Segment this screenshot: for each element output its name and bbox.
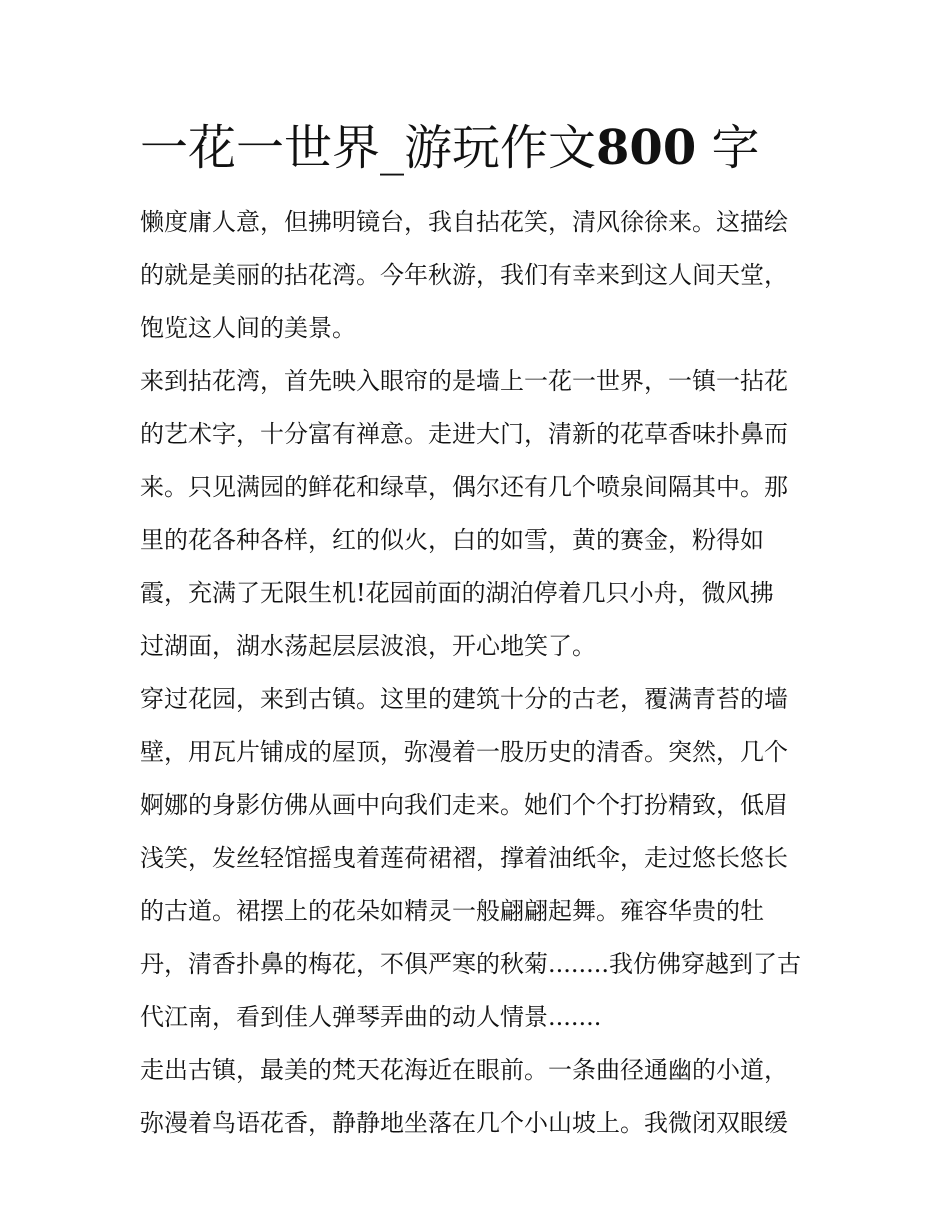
text-line: 懒度庸人意，但拂明镜台，我自拈花笑，清风徐徐来。这描绘 bbox=[140, 208, 788, 236]
text-line: 霞，充满了无限生机!花园前面的湖泊停着几只小舟，微风拂 bbox=[140, 579, 774, 607]
essay-body bbox=[140, 196, 820, 1150]
text-line: 丹，清香扑鼻的梅花，不俱严寒的秋菊........我仿佛穿越到了古 bbox=[140, 950, 802, 978]
title-number: 800 bbox=[596, 120, 697, 176]
text-line: 浅笑，发丝轻馆摇曳着莲荷裙褶，撑着油纸伞，走过悠长悠长 bbox=[140, 844, 788, 872]
text-line: 来到拈花湾，首先映入眼帘的是墙上一花一世界，一镇一拈花 bbox=[140, 367, 788, 395]
text-line: 壁，用瓦片铺成的屋顶，弥漫着一股历史的清香。突然，几个 bbox=[140, 738, 788, 766]
page-title bbox=[140, 116, 840, 180]
text-line: 来。只见满园的鲜花和绿草，偶尔还有几个喷泉间隔其中。那 bbox=[140, 473, 788, 501]
text-line: 婀娜的身影仿佛从画中向我们走来。她们个个打扮精致，低眉 bbox=[140, 791, 788, 819]
text-line: 的古道。裙摆上的花朵如精灵一般翩翩起舞。雍容华贵的牡 bbox=[140, 897, 764, 925]
text-line: 里的花各种各样，红的似火，白的如雪，黄的赛金，粉得如 bbox=[140, 526, 764, 554]
text-line: 饱览这人间的美景。 bbox=[140, 314, 356, 342]
text-line: 穿过花园，来到古镇。这里的建筑十分的古老，覆满青苔的墙 bbox=[140, 685, 788, 713]
text-line: 的就是美丽的拈花湾。今年秋游，我们有幸来到这人间天堂， bbox=[140, 261, 788, 289]
text-line: 走出古镇，最美的梵天花海近在眼前。一条曲径通幽的小道， bbox=[140, 1056, 788, 1084]
text-line: 弥漫着鸟语花香，静静地坐落在几个小山坡上。我微闭双眼缓 bbox=[140, 1109, 788, 1137]
title-unit: 字 bbox=[711, 120, 760, 176]
text-line: 代江南，看到佳人弹琴弄曲的动人情景....... bbox=[140, 1003, 602, 1031]
title-text: 一花一世界_游玩作文 bbox=[140, 120, 597, 176]
text-line: 的艺术字，十分富有禅意。走进大门，清新的花草香味扑鼻而 bbox=[140, 420, 788, 448]
text-line: 过湖面，湖水荡起层层波浪，开心地笑了。 bbox=[140, 632, 596, 660]
